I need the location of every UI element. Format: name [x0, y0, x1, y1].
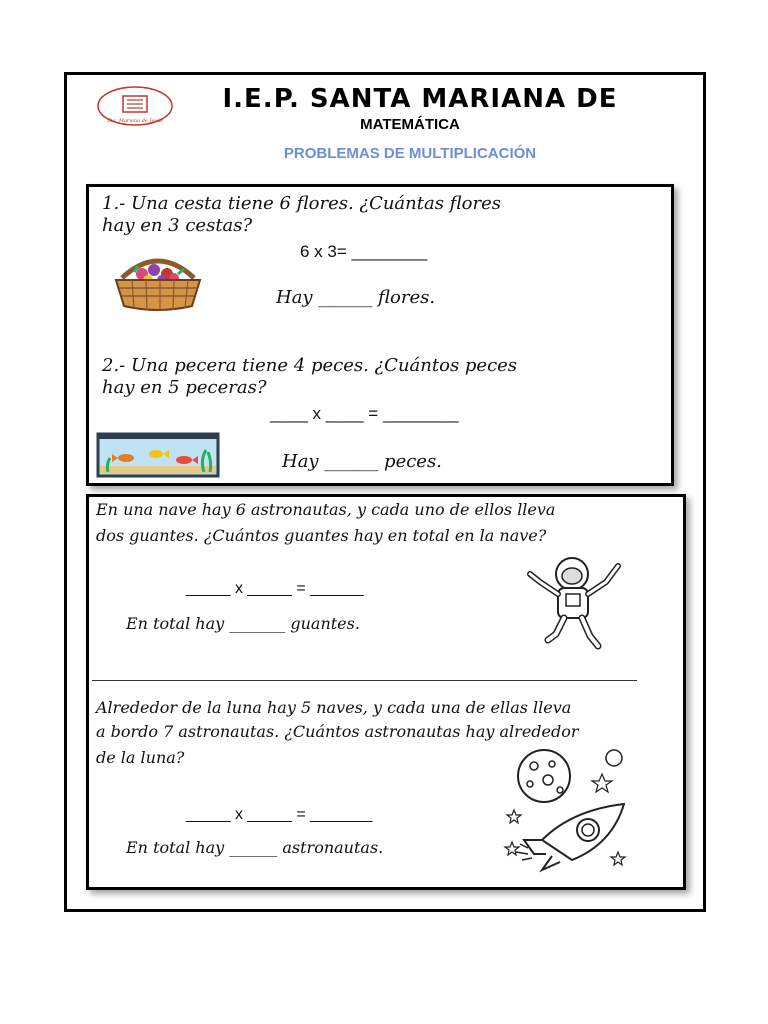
problem-3-answer: En total hay _______ guantes.: [126, 614, 360, 633]
rocket-and-moon-image: [502, 744, 632, 874]
problem-1-answer: Hay ______ flores.: [276, 287, 436, 308]
problem-4-answer: En total hay ______ astronautas.: [126, 838, 384, 857]
problem-3-line-2: dos guantes. ¿Cuántos guantes hay en total en la nave?: [96, 526, 547, 545]
problem-4-line-2: a bordo 7 astronautas. ¿Cuántos astronautas hay alrededor: [96, 722, 579, 741]
problem-4-line-3: de la luna?: [96, 748, 185, 767]
problem-4-line-1: Alrededor de la luna hay 5 naves, y cada una de ellas lleva: [96, 698, 572, 717]
problem-3-line-1: En una nave hay 6 astronautas, y cada uno de ellos lleva: [96, 500, 556, 519]
subject-title: MATEMÁTICA: [360, 116, 460, 133]
problem-1-equation: 6 x 3= ________: [300, 242, 428, 261]
logo-text: Sta. Mariana de Jesús: [107, 118, 163, 124]
problem-2-line-1: 2.- Una pecera tiene 4 peces. ¿Cuántos peces: [102, 355, 518, 376]
flower-basket-image: [112, 256, 204, 312]
problem-1-line-2: hay en 3 cestas?: [102, 215, 253, 236]
problem-2-line-2: hay en 5 peceras?: [102, 377, 267, 398]
problem-2-equation: ____ x ____ = ________: [270, 404, 459, 423]
problem-3-equation: _____ x _____ = ______: [186, 580, 364, 597]
fish-tank-image: [96, 432, 220, 478]
problem-4-equation: _____ x _____ = _______: [186, 806, 373, 823]
problem-divider: [92, 680, 637, 681]
astronaut-image: [520, 552, 630, 652]
school-title: I.E.P. SANTA MARIANA DE: [222, 84, 618, 114]
problem-2-answer: Hay ______ peces.: [282, 451, 442, 472]
problem-1-line-1: 1.- Una cesta tiene 6 flores. ¿Cuántas flores: [102, 193, 502, 214]
topic-title: PROBLEMAS DE MULTIPLICACIÓN: [283, 145, 537, 162]
